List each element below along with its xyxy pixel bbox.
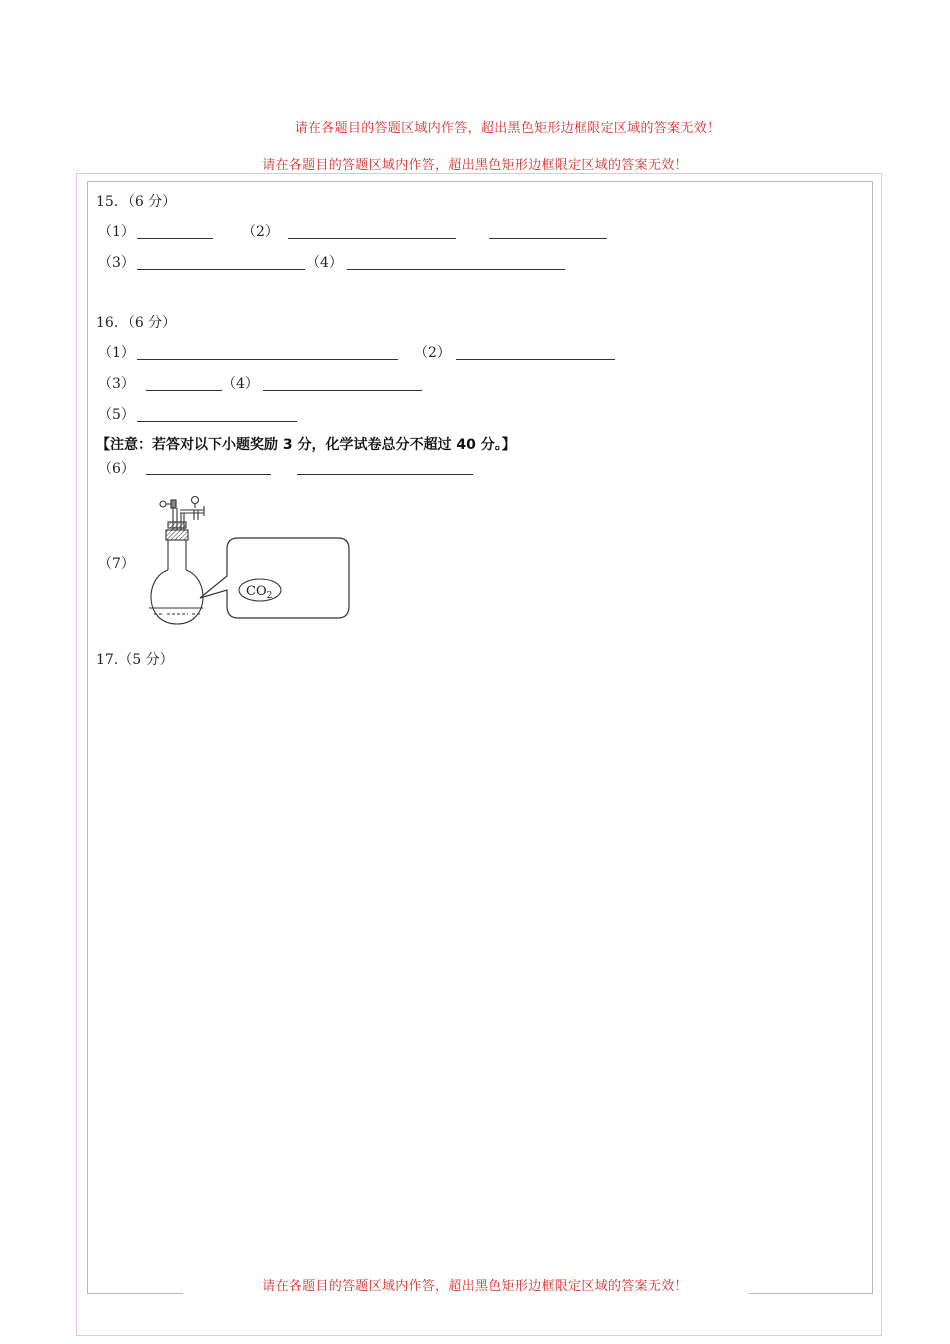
question-15-title: 15．（6 分） — [96, 194, 177, 210]
callout-bubble — [200, 538, 349, 618]
q16-label-3: （3） — [98, 376, 135, 392]
q16-answer-4[interactable] — [263, 390, 422, 391]
q15-answer-3[interactable] — [137, 269, 305, 270]
q16-answer-6b[interactable] — [297, 474, 473, 475]
q16-answer-6a[interactable] — [146, 474, 271, 475]
q15-answer-1[interactable] — [137, 238, 213, 239]
q16-answer-1[interactable] — [137, 359, 398, 360]
q16-label-1: （1） — [98, 345, 135, 361]
q16-label-2: （2） — [414, 345, 451, 361]
q16-label-6: （6） — [98, 461, 135, 477]
question-16-title: 16．（6 分） — [96, 315, 177, 331]
q16-answer-5[interactable] — [137, 421, 297, 422]
q17-answer-area[interactable] — [96, 676, 856, 1266]
answer-area-warning-bottom: 请在各题目的答题区域内作答，超出黑色矩形边框限定区域的答案无效！ — [262, 1279, 688, 1294]
co2-subscript: 2 — [266, 591, 273, 601]
q15-answer-2a[interactable] — [288, 238, 456, 239]
q15-label-4: （4） — [306, 255, 343, 271]
q16-label-5: （5） — [98, 407, 135, 423]
q15-label-2: （2） — [242, 224, 279, 240]
q16-label-4: （4） — [222, 376, 259, 392]
question-17-title: 17.（5 分） — [96, 652, 174, 668]
answer-area-warning-top-1: 请在各题目的答题区域内作答，超出黑色矩形边框限定区域的答案无效！ — [294, 121, 721, 136]
answer-area-warning-top-2: 请在各题目的答题区域内作答，超出黑色矩形边框限定区域的答案无效！ — [262, 158, 688, 173]
q16-answer-2[interactable] — [456, 359, 615, 360]
flask-icon — [149, 497, 204, 625]
q15-label-3: （3） — [98, 255, 135, 271]
bonus-notice: 【注意：若答对以下小题奖励 3 分，化学试卷总分不超过 40 分。】 — [96, 437, 516, 453]
co2-flask-apparatus-figure — [140, 494, 354, 628]
q15-answer-4[interactable] — [347, 269, 565, 270]
q16-answer-3[interactable] — [146, 390, 222, 391]
q15-label-1: （1） — [98, 224, 135, 240]
q15-answer-2b[interactable] — [489, 238, 607, 239]
q16-label-7: （7） — [98, 556, 135, 572]
co2-label: CO — [246, 584, 267, 599]
